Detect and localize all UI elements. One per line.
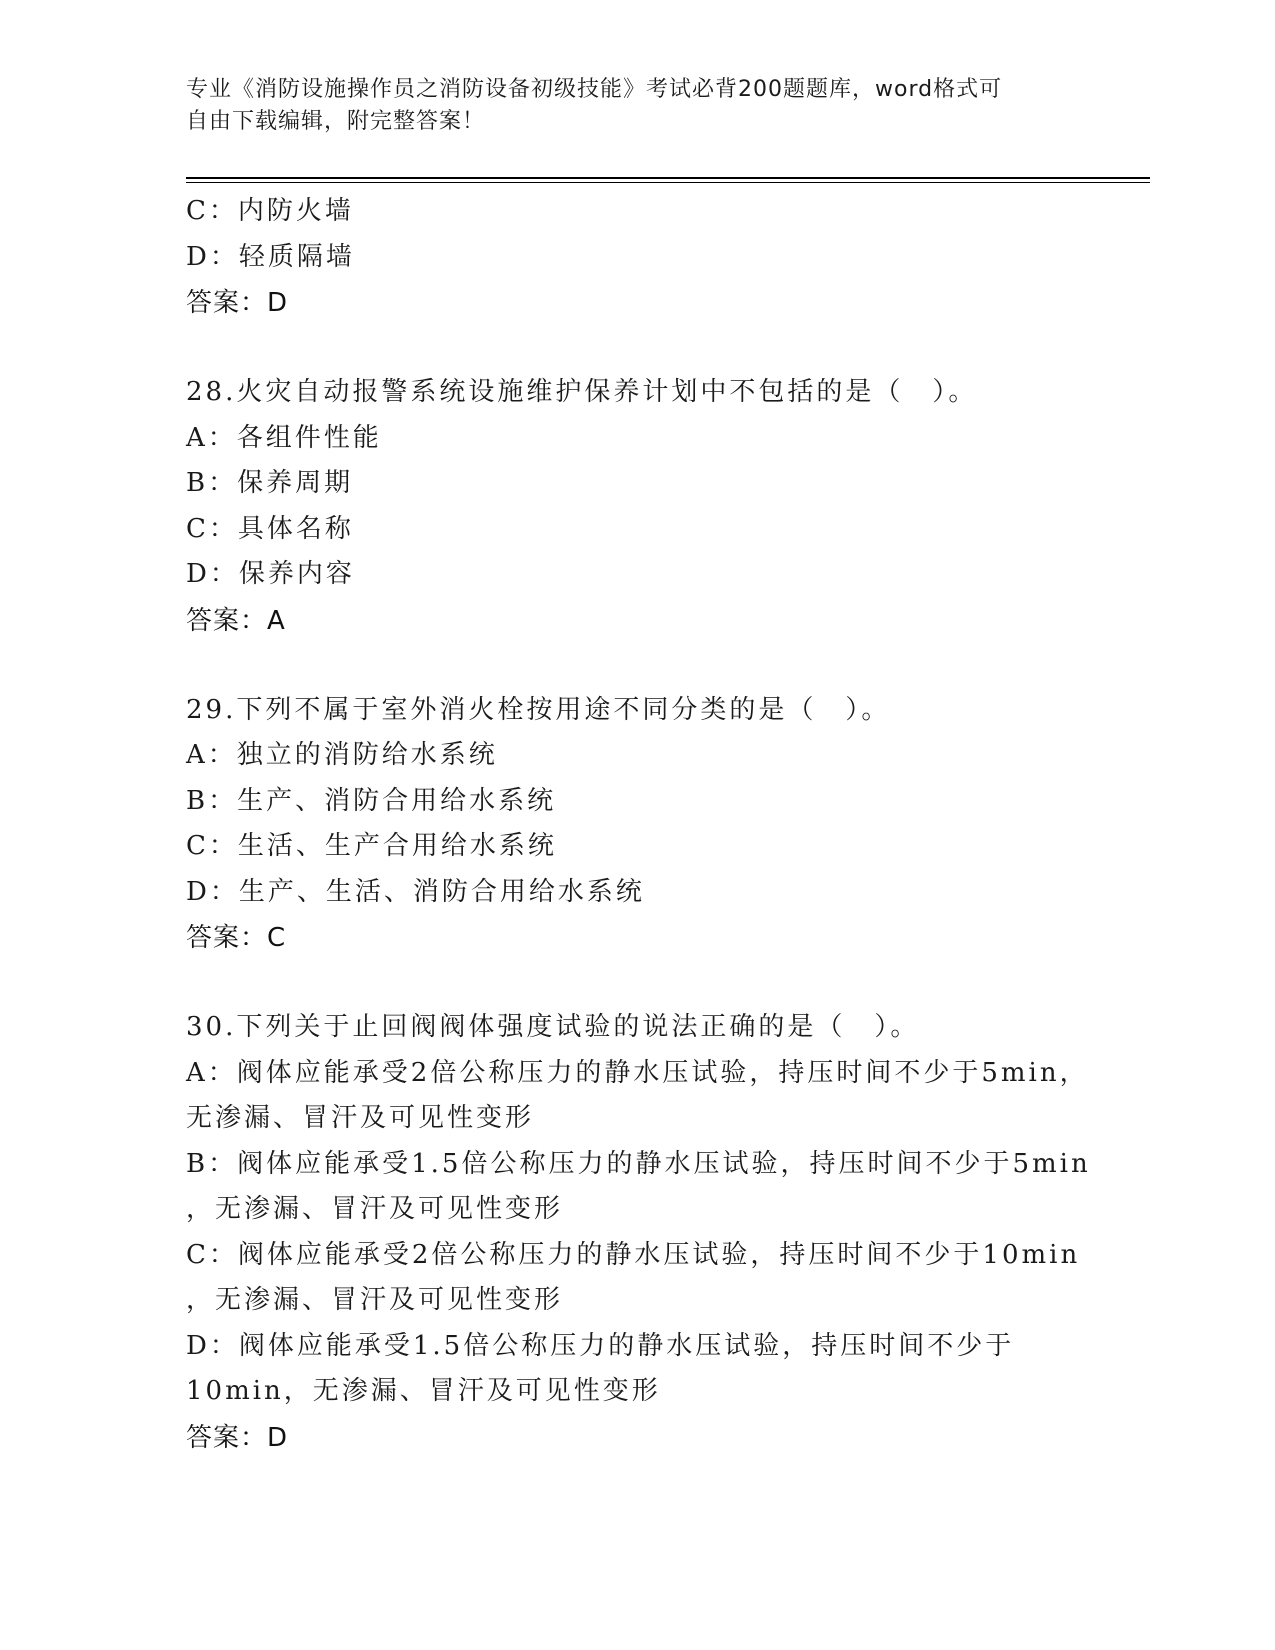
header-title-line-2: 自由下载编辑，附完整答案！ bbox=[186, 109, 486, 134]
document-header bbox=[186, 74, 1066, 138]
header-divider-thin bbox=[186, 182, 1150, 183]
option-b-line-2: ，无渗漏、冒汗及可见性变形 bbox=[186, 1194, 564, 1224]
question-list bbox=[186, 189, 1091, 1461]
question-27-continued bbox=[186, 189, 1086, 326]
spacer bbox=[186, 326, 1086, 370]
option-a-line-2: 无渗漏、冒汗及可见性变形 bbox=[186, 1103, 535, 1133]
option-d: D：轻质隔墙 bbox=[186, 241, 355, 272]
option-a: A：独立的消防给水系统 bbox=[186, 740, 498, 770]
answer-line: 答案：C bbox=[186, 923, 287, 953]
option-c-line-1: C：阀体应能承受2倍公称压力的静水压试验，持压时间不少于10min bbox=[186, 1239, 1081, 1270]
question-30 bbox=[186, 1005, 1091, 1461]
question-stem: 30.下列关于止回阀阀体强度试验的说法正确的是（ ）。 bbox=[186, 1012, 920, 1042]
option-c: C：生活、生产合用给水系统 bbox=[186, 831, 557, 861]
question-stem: 28.火灾自动报警系统设施维护保养计划中不包括的是（ ）。 bbox=[186, 377, 978, 407]
option-a: A：各组件性能 bbox=[186, 422, 382, 453]
header-title-line-1: 专业《消防设施操作员之消防设备初级技能》考试必背200题题库，word格式可 bbox=[186, 77, 1003, 102]
question-stem: 29.下列不属于室外消火栓按用途不同分类的是（ ）。 bbox=[186, 694, 891, 725]
option-c-line-2: ，无渗漏、冒汗及可见性变形 bbox=[186, 1285, 564, 1315]
option-b: B：保养周期 bbox=[186, 468, 354, 498]
question-29 bbox=[186, 688, 1086, 962]
option-b-line-1: B：阀体应能承受1.5倍公称压力的静水压试验，持压时间不少于5min bbox=[186, 1148, 1091, 1179]
spacer bbox=[186, 644, 1086, 688]
answer-line: 答案：D bbox=[186, 288, 289, 318]
question-28 bbox=[186, 370, 1086, 644]
spacer bbox=[186, 961, 1086, 1005]
option-a-line-1: A：阀体应能承受2倍公称压力的静水压试验，持压时间不少于5min， bbox=[186, 1057, 1089, 1088]
option-d: D：生产、生活、消防合用给水系统 bbox=[186, 876, 645, 907]
option-c: C：具体名称 bbox=[186, 513, 354, 544]
option-d: D：保养内容 bbox=[186, 559, 355, 589]
answer-line: 答案：A bbox=[186, 605, 286, 636]
option-d-line-2: 10min，无渗漏、冒汗及可见性变形 bbox=[186, 1376, 661, 1406]
header-divider-thick bbox=[186, 177, 1150, 179]
option-c: C：内防火墙 bbox=[186, 196, 354, 226]
answer-line: 答案：D bbox=[186, 1422, 289, 1453]
option-d-line-1: D：阀体应能承受1.5倍公称压力的静水压试验，持压时间不少于 bbox=[186, 1330, 1015, 1361]
option-b: B：生产、消防合用给水系统 bbox=[186, 785, 557, 816]
